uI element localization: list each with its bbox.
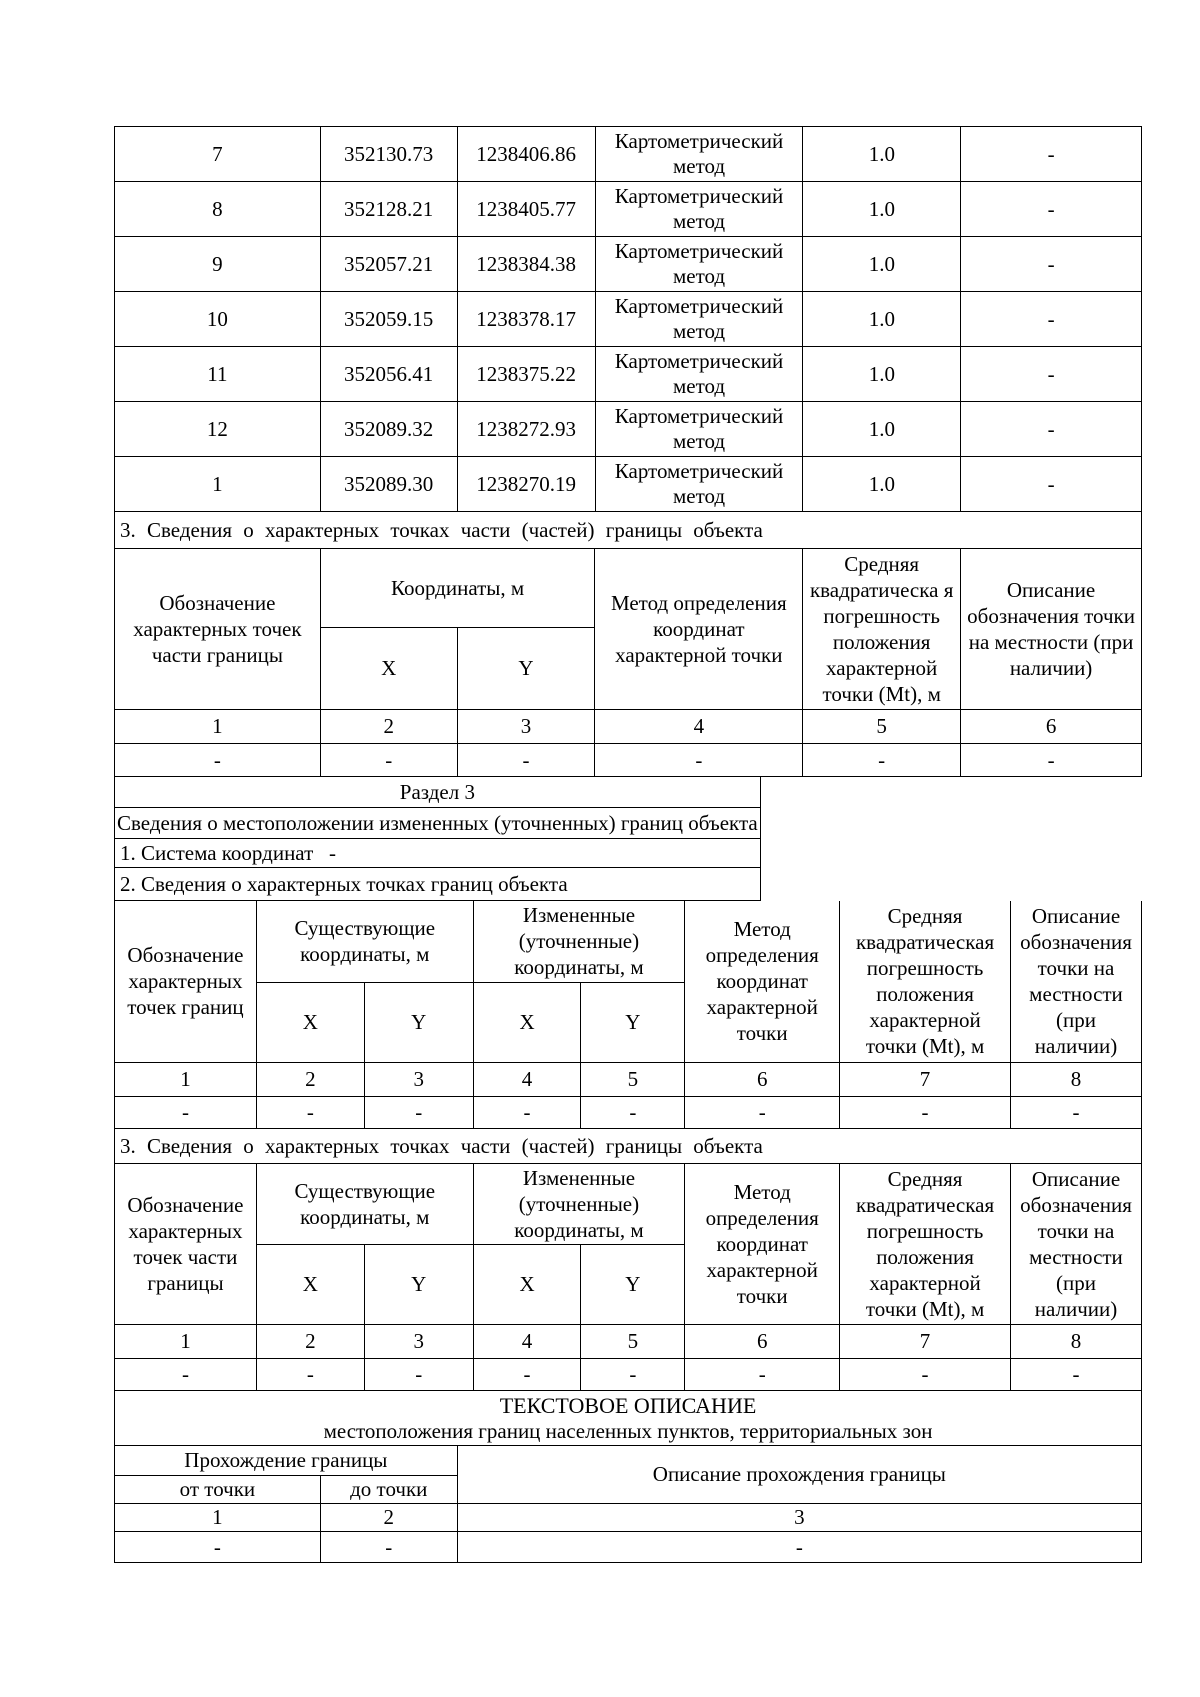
header-changed: Измененные (уточненные) координаты, м xyxy=(473,901,685,982)
table-cell: - xyxy=(115,1358,257,1390)
column-number: 8 xyxy=(1011,1324,1142,1358)
header-from-point: от точки xyxy=(115,1476,321,1504)
mt-value: 1.0 xyxy=(803,402,961,457)
point-description: - xyxy=(961,127,1142,182)
mt-value: 1.0 xyxy=(803,292,961,347)
header-changed: Измененные (уточненные) координаты, м xyxy=(473,1163,685,1244)
table-row xyxy=(115,237,1142,292)
coord-x: 352056.41 xyxy=(320,347,457,402)
header-designation: Обозначение характерных точек части границы xyxy=(115,1163,257,1324)
column-number: 2 xyxy=(320,709,457,743)
header-to-point: до точки xyxy=(320,1476,457,1504)
coord-y: 1238378.17 xyxy=(457,292,595,347)
coordinates-table xyxy=(114,126,1142,512)
column-number: 1 xyxy=(115,1062,257,1096)
coord-x: 352057.21 xyxy=(320,237,457,292)
header-x: X xyxy=(256,1244,364,1324)
method: Картометрический метод xyxy=(595,182,803,237)
table-cell: - xyxy=(685,1096,840,1128)
header-designation: Обозначение характерных точек границ xyxy=(115,901,257,1062)
table-cell: - xyxy=(115,1096,257,1128)
column-number: 5 xyxy=(581,1324,685,1358)
section3-title: Сведения о местоположении измененных (уточненных) границ объекта xyxy=(115,808,761,839)
point-description: - xyxy=(961,237,1142,292)
column-numbers-row xyxy=(115,1324,1142,1358)
header-coords: Координаты, м xyxy=(320,548,595,627)
column-number: 7 xyxy=(840,1062,1011,1096)
coord-y: 1238272.93 xyxy=(457,402,595,457)
table-cell: - xyxy=(115,743,321,776)
column-number: 4 xyxy=(473,1062,581,1096)
coord-x: 352128.21 xyxy=(320,182,457,237)
parts-points-table xyxy=(114,512,1142,777)
header-description: Описание обозначения точки на местности (при наличии) xyxy=(1011,1163,1142,1324)
point-number: 8 xyxy=(115,182,321,237)
changed-points-table xyxy=(114,901,1142,1391)
column-number: 2 xyxy=(320,1504,457,1532)
point-description: - xyxy=(961,457,1142,512)
coord-x: 352130.73 xyxy=(320,127,457,182)
document-page xyxy=(114,126,1142,1563)
table-row xyxy=(115,743,1142,776)
table-cell: - xyxy=(256,1358,364,1390)
column-number: 4 xyxy=(595,709,803,743)
table-cell: - xyxy=(115,1532,321,1563)
header-x: X xyxy=(473,982,581,1062)
table-row xyxy=(115,1358,1142,1390)
section-title: 3. Сведения о характерных точках части (частей) границы объекта xyxy=(115,512,1142,548)
table-row xyxy=(115,347,1142,402)
header-passage: Прохождение границы xyxy=(115,1446,458,1476)
table-cell: - xyxy=(364,1358,473,1390)
table-cell: - xyxy=(256,1096,364,1128)
point-description: - xyxy=(961,292,1142,347)
section3-part2-title: 2. Сведения о характерных точках границ объекта xyxy=(115,868,761,901)
point-number: 1 xyxy=(115,457,321,512)
point-description: - xyxy=(961,182,1142,237)
point-description: - xyxy=(961,402,1142,457)
section3-heading: Раздел 3 xyxy=(115,777,761,808)
coord-y: 1238270.19 xyxy=(457,457,595,512)
column-number: 3 xyxy=(457,1504,1141,1532)
point-number: 7 xyxy=(115,127,321,182)
header-y: Y xyxy=(364,1244,473,1324)
table-row xyxy=(115,182,1142,237)
table-cell: - xyxy=(961,743,1142,776)
point-number: 10 xyxy=(115,292,321,347)
column-number: 8 xyxy=(1011,1062,1142,1096)
table-cell: - xyxy=(803,743,961,776)
table-cell: - xyxy=(1011,1358,1142,1390)
mt-value: 1.0 xyxy=(803,127,961,182)
column-number: 7 xyxy=(840,1324,1011,1358)
table-cell: - xyxy=(1011,1096,1142,1128)
header-x: X xyxy=(473,1244,581,1324)
table-cell: - xyxy=(685,1358,840,1390)
column-numbers-row xyxy=(115,1504,1142,1532)
coord-y: 1238384.38 xyxy=(457,237,595,292)
coord-y: 1238405.77 xyxy=(457,182,595,237)
table-cell: - xyxy=(457,743,595,776)
method: Картометрический метод xyxy=(595,457,803,512)
header-method: Метод определения координат характерной точки xyxy=(595,548,803,709)
mt-value: 1.0 xyxy=(803,182,961,237)
table-row xyxy=(115,292,1142,347)
point-number: 11 xyxy=(115,347,321,402)
header-description: Описание обозначения точки на местности (при наличии) xyxy=(1011,901,1142,1062)
table-cell: - xyxy=(473,1358,581,1390)
text-description-title: ТЕКСТОВОЕ ОПИСАНИЕ xyxy=(499,1392,757,1418)
method: Картометрический метод xyxy=(595,402,803,457)
method: Картометрический метод xyxy=(595,237,803,292)
column-number: 6 xyxy=(961,709,1142,743)
header-y: Y xyxy=(457,627,595,709)
header-existing: Существующие координаты, м xyxy=(256,901,473,982)
table-cell: - xyxy=(457,1532,1141,1563)
column-number: 5 xyxy=(581,1062,685,1096)
header-designation: Обозначение характерных точек части границы xyxy=(115,548,321,709)
column-number: 4 xyxy=(473,1324,581,1358)
table-row xyxy=(115,1096,1142,1128)
column-number: 2 xyxy=(256,1324,364,1358)
column-numbers-row xyxy=(115,709,1142,743)
column-number: 1 xyxy=(115,1504,321,1532)
header-existing: Существующие координаты, м xyxy=(256,1163,473,1244)
text-description-table xyxy=(114,1391,1142,1564)
mt-value: 1.0 xyxy=(803,237,961,292)
table-cell: - xyxy=(840,1358,1011,1390)
table-row xyxy=(115,1532,1142,1563)
table-cell: - xyxy=(581,1358,685,1390)
point-number: 12 xyxy=(115,402,321,457)
column-number: 1 xyxy=(115,709,321,743)
header-error: Средняя квадратическа я погрешность положения характерной точки (Mt), м xyxy=(803,548,961,709)
method: Картометрический метод xyxy=(595,347,803,402)
column-numbers-row xyxy=(115,1062,1142,1096)
mt-value: 1.0 xyxy=(803,457,961,512)
header-description: Описание обозначения точки на местности (при наличии) xyxy=(961,548,1142,709)
column-number: 3 xyxy=(364,1324,473,1358)
column-number: 3 xyxy=(457,709,595,743)
column-number: 5 xyxy=(803,709,961,743)
coord-x: 352089.30 xyxy=(320,457,457,512)
text-description-heading xyxy=(115,1391,1142,1446)
column-number: 1 xyxy=(115,1324,257,1358)
table-cell: - xyxy=(473,1096,581,1128)
header-x: X xyxy=(256,982,364,1062)
table-cell: - xyxy=(320,743,457,776)
method: Картометрический метод xyxy=(595,127,803,182)
header-y: Y xyxy=(581,1244,685,1324)
header-y: Y xyxy=(364,982,473,1062)
table-cell: - xyxy=(840,1096,1011,1128)
header-error: Средняя квадратическая погрешность положения характерной точки (Mt), м xyxy=(840,1163,1011,1324)
table-row xyxy=(115,457,1142,512)
table-cell: - xyxy=(320,1532,457,1563)
column-number: 2 xyxy=(256,1062,364,1096)
coord-y: 1238406.86 xyxy=(457,127,595,182)
column-number: 3 xyxy=(364,1062,473,1096)
column-number: 6 xyxy=(685,1324,840,1358)
header-method: Метод определения координат характерной точки xyxy=(685,1163,840,1324)
mt-value: 1.0 xyxy=(803,347,961,402)
column-number: 6 xyxy=(685,1062,840,1096)
method: Картометрический метод xyxy=(595,292,803,347)
header-error: Средняя квадратическая погрешность положения характерной точки (Mt), м xyxy=(840,901,1011,1062)
header-passage-description: Описание прохождения границы xyxy=(457,1446,1141,1504)
table-cell: - xyxy=(581,1096,685,1128)
text-description-subtitle: местоположения границ населенных пунктов, территориальных зон xyxy=(323,1418,933,1443)
table-row xyxy=(115,402,1142,457)
point-description: - xyxy=(961,347,1142,402)
coord-x: 352089.32 xyxy=(320,402,457,457)
table-cell: - xyxy=(595,743,803,776)
coord-x: 352059.15 xyxy=(320,292,457,347)
section3-part3-title: 3. Сведения о характерных точках части (частей) границы объекта xyxy=(115,1128,1142,1163)
table-row xyxy=(115,127,1142,182)
coord-y: 1238375.22 xyxy=(457,347,595,402)
coordinate-system: 1. Система координат - xyxy=(115,839,761,868)
header-x: X xyxy=(320,627,457,709)
header-method: Метод определения координат характерной точки xyxy=(685,901,840,1062)
point-number: 9 xyxy=(115,237,321,292)
table-cell: - xyxy=(364,1096,473,1128)
header-y: Y xyxy=(581,982,685,1062)
section3-heading-table xyxy=(114,777,1142,902)
